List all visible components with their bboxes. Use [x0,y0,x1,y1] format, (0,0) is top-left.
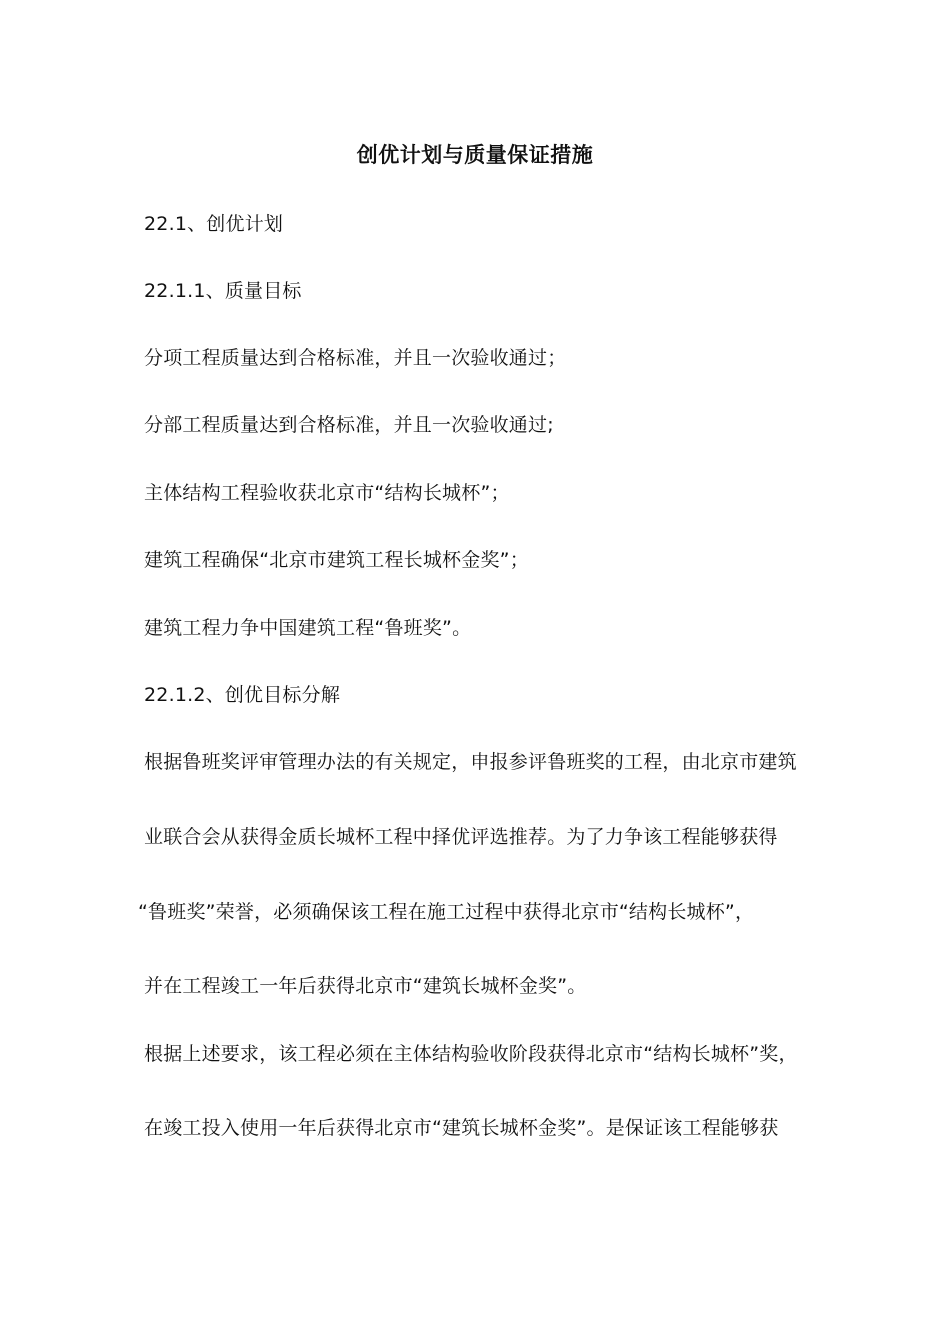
goal-line-3: 主体结构工程验收获北京市“结构长城杯”； [144,482,510,504]
section-heading-22-1-2: 22.1.2、创优目标分解 [144,684,341,706]
paragraph-line-4: 并在工程竣工一年后获得北京市“建筑长城杯金奖”。 [144,975,587,997]
paragraph-line-6: 在竣工投入使用一年后获得北京市“建筑长城杯金奖”。是保证该工程能够获 [144,1117,779,1139]
section-heading-22-1: 22.1、创优计划 [144,213,284,235]
paragraph-line-2: 业联合会从获得金质长城杯工程中择优评选推荐。为了力争该工程能够获得 [144,826,778,848]
paragraph-line-3: “鲁班奖”荣誉，必须确保该工程在施工过程中获得北京市“结构长城杯”， [138,901,755,923]
document-title: 创优计划与质量保证措施 [356,143,594,167]
section-heading-22-1-1: 22.1.1、质量目标 [144,280,302,302]
goal-line-2: 分部工程质量达到合格标准，并且一次验收通过; [144,414,554,436]
goal-line-5: 建筑工程力争中国建筑工程“鲁班奖”。 [144,617,472,639]
goal-line-4: 建筑工程确保“北京市建筑工程长城杯金奖”； [144,549,529,571]
paragraph-line-1: 根据鲁班奖评审管理办法的有关规定，申报参评鲁班奖的工程，由北京市建筑 [144,751,797,773]
goal-line-1: 分项工程质量达到合格标准，并且一次验收通过； [144,347,567,369]
paragraph-line-5: 根据上述要求，该工程必须在主体结构验收阶段获得北京市“结构长城杯”奖， [144,1043,798,1065]
